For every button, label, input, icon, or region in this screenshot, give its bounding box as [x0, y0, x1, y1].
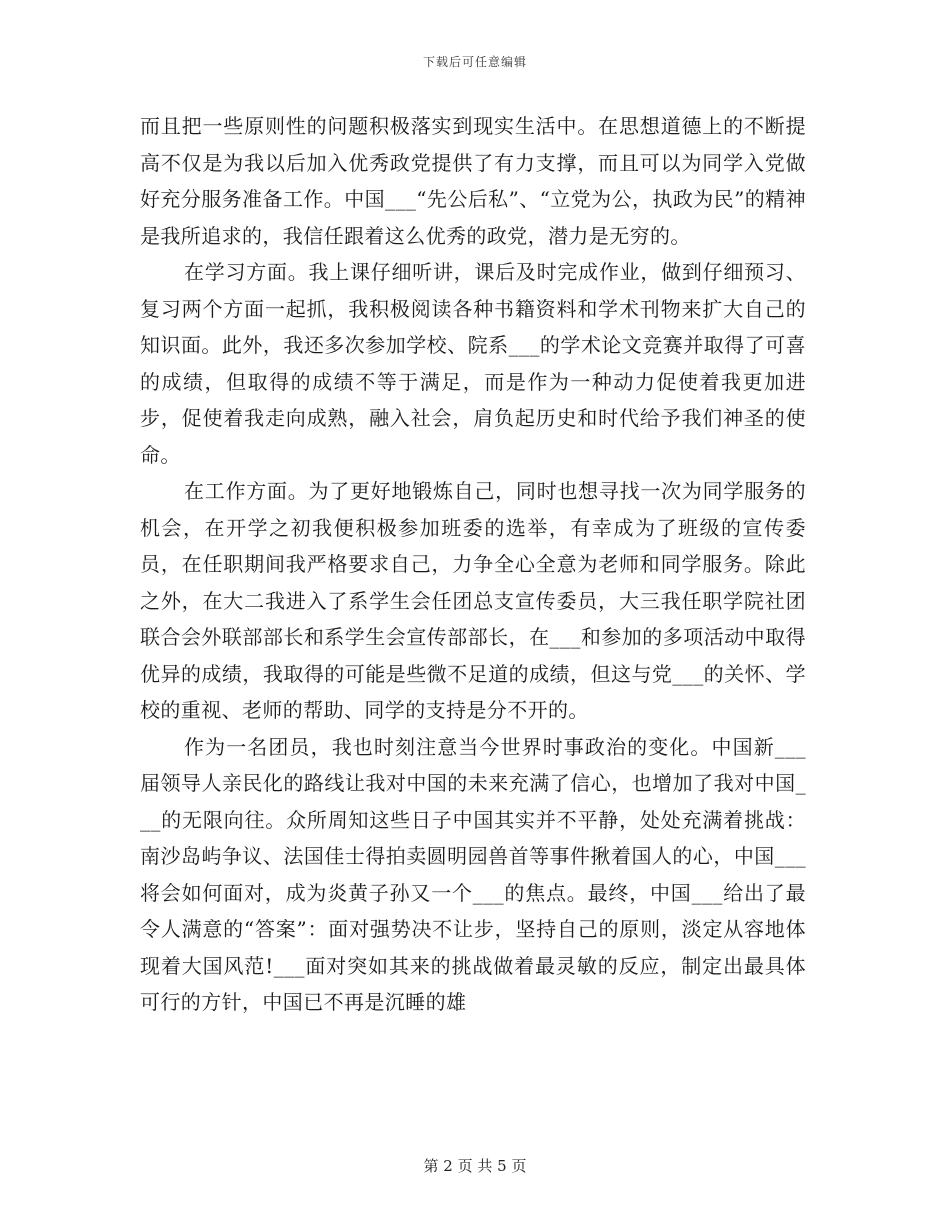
- paragraph-continuation: 而且把一些原则性的问题积极落实到现实生活中。在思想道德上的不断提高不仅是为我以后加入优秀政党提供了有力支撑，而且可以为同学入党做好充分服务准备工作。中国___“先公后私”、“立党为公，执政为民”的精神是我所追求的，我信任跟着这么优秀的政党，潜力是无穷的。: [140, 114, 806, 248]
- paragraph-study: 在学习方面。我上课仔细听讲，课后及时完成作业，做到仔细预习、复习两个方面一起抓，我积极阅读各种书籍资料和学术刊物来扩大自己的知识面。此外，我还多次参加学校、院系___的学术论文竞赛并取得了可喜的成绩，但取得的成绩不等于满足，而是作为一种动力促使着我更加进步，促使着我走向成熟，融入社会，肩负起历史和时代给予我们神圣的使命。: [140, 260, 806, 467]
- paragraph-work: 在工作方面。为了更好地锻炼自己，同时也想寻找一次为同学服务的机会，在开学之初我便积极参加班委的选举，有幸成为了班级的宣传委员，在任职期间我严格要求自己，力争全心全意为老师和同学服务。除此之外，在大二我进入了系学生会任团总支宣传委员，大三我任职学院社团联合会外联部部长和系学生会宣传部部长，在___和参加的多项活动中取得优异的成绩，我取得的可能是些微不足道的成绩，但这与党___的关怀、学校的重视、老师的帮助、同学的支持是分不开的。: [140, 479, 806, 722]
- page-number: 第 2 页 共 5 页: [423, 1157, 527, 1175]
- document-body: [140, 108, 806, 1021]
- paragraph-current-affairs: 作为一名团员，我也时刻注意当今世界时事政治的变化。中国新___届领导人亲民化的路线让我对中国的未来充满了信心，也增加了我对中国___的无限向往。众所周知这些日子中国其实并不平静，处处充满着挑战：南沙岛屿争议、法国佳士得拍卖圆明园兽首等事件揪着国人的心，中国___将会如何面对，成为炎黄子孙又一个___的焦点。最终，中国___给出了最令人满意的“答案”：面对强势决不让步，坚持自己的原则，淡定从容地体现着大国风范!___面对突如其来的挑战做着最灵敏的反应，制定出最具体可行的方针，中国已不再是沉睡的雄: [140, 734, 806, 1014]
- page-header-note: 下载后可任意编辑: [422, 55, 527, 69]
